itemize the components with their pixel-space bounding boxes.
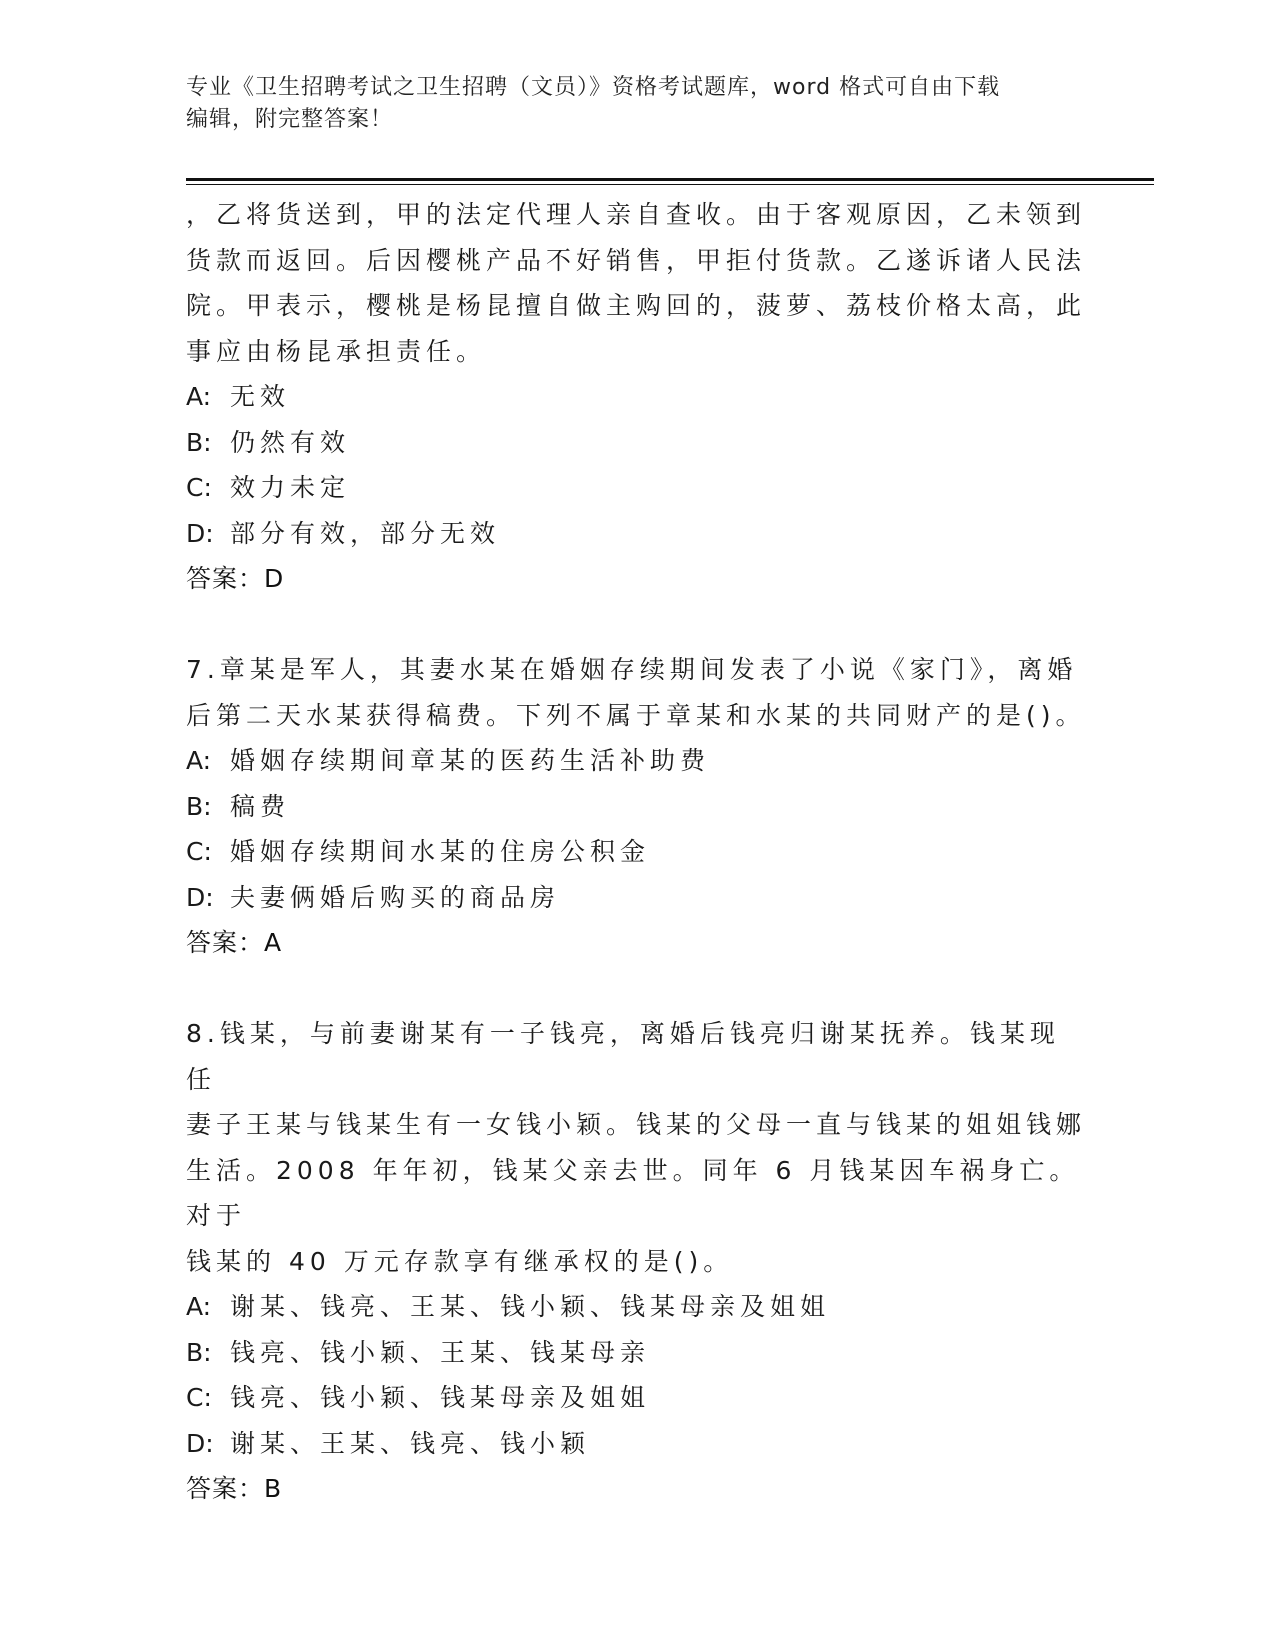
option-b [186,1330,1086,1376]
option-text: 部分有效，部分无效 [230,518,501,548]
option-d [186,875,1086,921]
option-text: 婚姻存续期间章某的医药生活补助费 [230,746,711,775]
option-c [186,829,1086,875]
option-key: B: [186,427,212,457]
option-text: 婚姻存续期间水某的住房公积金 [230,837,651,866]
answer-label: 答案：B [186,1474,283,1503]
option-a [186,738,1086,784]
document-body [186,192,1086,1512]
option-key: D: [186,1428,214,1458]
question-text-line: 妻子王某与钱某生有一女钱小颖。钱某的父母一直与钱某的姐姐钱娜 [186,1110,1087,1139]
question-8 [186,1011,1086,1512]
question-continued [186,192,1086,602]
option-b [186,784,1086,830]
option-d [186,511,1086,557]
option-b [186,420,1086,466]
question-text-line: ，乙将货送到，甲的法定代理人亲自查收。由于客观原因，乙未领到 [186,200,1087,229]
option-key: C: [186,473,212,502]
question-text-line: 生活。2008 年年初，钱某父亲去世。同年 6 月钱某因车祸身亡。对于 [186,1155,1080,1230]
option-text: 谢某、王某、钱亮、钱小颖 [230,1428,591,1458]
header-title-line-2: 编辑，附完整答案！ [186,107,394,132]
question-text-line: 事应由杨昆承担责任。 [186,336,487,366]
spacer [186,966,1086,1012]
option-key: A: [186,1292,212,1321]
option-a [186,1284,1086,1330]
option-text: 谢某、钱亮、王某、钱小颖、钱某母亲及姐姐 [230,1292,831,1321]
question-text-line: 8.钱某，与前妻谢某有一子钱亮，离婚后钱亮归谢某抚养。钱某现任 [186,1019,1060,1094]
question-text-line: 钱某的 40 万元存款享有继承权的是()。 [186,1246,734,1276]
option-key: D: [186,882,214,912]
option-text: 夫妻俩婚后购买的商品房 [230,882,561,912]
question-text-line: 后第二天水某获得稿费。下列不属于章某和水某的共同财产的是()。 [186,700,1086,730]
option-key: B: [186,1337,212,1367]
question-text-line: 院。甲表示，樱桃是杨昆擅自做主购回的，菠萝、荔枝价格太高，此 [186,291,1087,320]
option-text: 稿费 [230,791,291,821]
option-text: 无效 [230,382,291,411]
option-key: B: [186,791,212,821]
header-divider-thick [186,178,1154,181]
option-key: A: [186,382,212,411]
answer-label: 答案：D [186,564,285,593]
header-divider-thin [186,184,1154,185]
option-text: 效力未定 [230,473,351,502]
document-header [186,72,1086,136]
option-key: D: [186,518,214,548]
question-7 [186,647,1086,966]
answer-label: 答案：A [186,928,283,957]
option-key: C: [186,837,212,866]
option-text: 钱亮、钱小颖、王某、钱某母亲 [230,1337,651,1367]
option-key: A: [186,746,212,775]
spacer [186,602,1086,648]
option-d [186,1421,1086,1467]
option-c [186,465,1086,511]
option-text: 仍然有效 [230,427,351,457]
option-a [186,374,1086,420]
option-key: C: [186,1383,212,1412]
header-title-line-1: 专业《卫生招聘考试之卫生招聘（文员）》资格考试题库，word 格式可自由下载 [186,75,1001,100]
option-text: 钱亮、钱小颖、钱某母亲及姐姐 [230,1383,651,1412]
question-text-line: 货款而返回。后因樱桃产品不好销售，甲拒付货款。乙遂诉诸人民法 [186,245,1087,275]
question-text-line: 7.章某是军人，其妻水某在婚姻存续期间发表了小说《家门》，离婚 [186,655,1078,684]
option-c [186,1375,1086,1421]
